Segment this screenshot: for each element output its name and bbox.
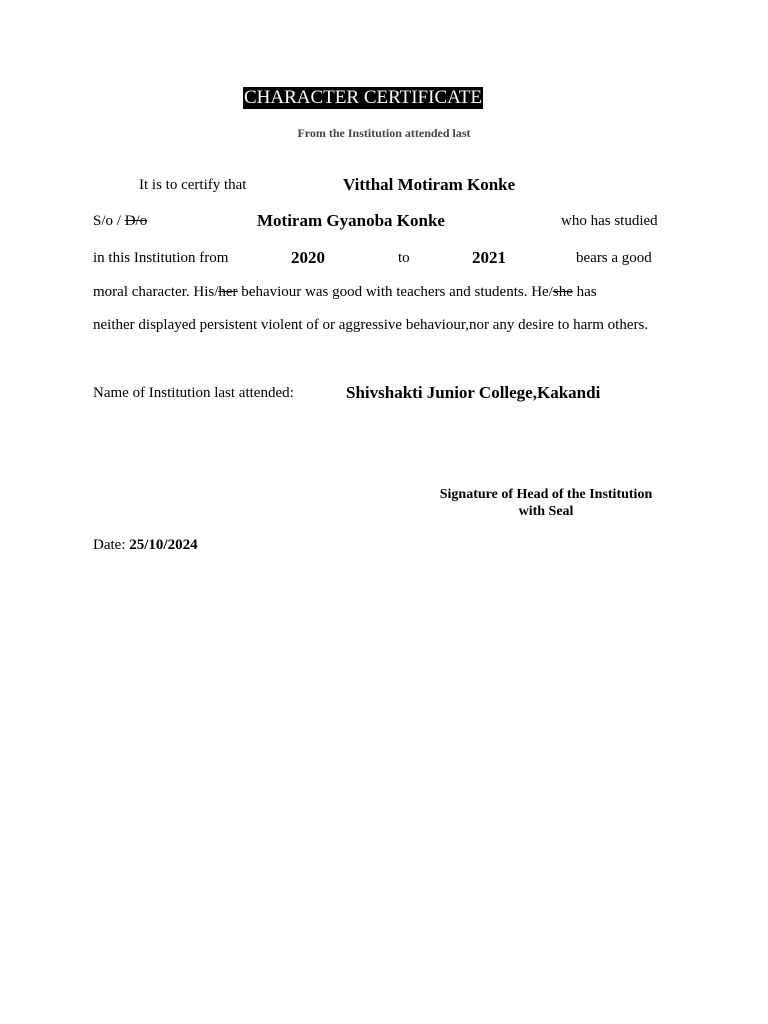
student-name: Vitthal Motiram Konke (343, 175, 516, 194)
her-struck: her (218, 284, 238, 300)
signature-block (420, 486, 672, 520)
studied-suffix: who has studied (561, 213, 658, 229)
she-struck: she (552, 284, 573, 300)
date-line (93, 537, 198, 554)
line4-part1: moral character. His/ (93, 284, 219, 300)
certify-prefix: It is to certify that (139, 177, 247, 193)
moral-character-line (93, 284, 597, 301)
institution-from-prefix: in this Institution from (93, 250, 229, 266)
do-label-struck: D/o (124, 213, 148, 229)
certificate-title: CHARACTER CERTIFICATE (244, 87, 482, 108)
parent-name: Motiram Gyanoba Konke (257, 211, 445, 230)
line4-part2: behaviour was good with teachers and students. He/ (237, 284, 553, 300)
to-label: to (398, 250, 410, 266)
date-label: Date: (93, 537, 126, 553)
institution-name: Shivshakti Junior College,Kakandi (346, 383, 601, 402)
signature-line-2: with Seal (518, 504, 574, 519)
relation-line (93, 213, 147, 230)
from-year: 2020 (291, 248, 325, 267)
behaviour-line: neither displayed persistent violent of or aggressive behaviour,nor any desire to harm others. (93, 317, 649, 333)
institution-label: Name of Institution last attended: (93, 385, 294, 401)
signature-line-1: Signature of Head of the Institution (439, 487, 653, 502)
line4-part3: has (572, 284, 597, 300)
to-year: 2021 (472, 248, 506, 267)
bears-good-suffix: bears a good (576, 250, 652, 266)
certificate-subtitle: From the Institution attended last (297, 126, 471, 140)
date-value: 25/10/2024 (129, 537, 198, 553)
so-label: S/o / (93, 213, 121, 229)
